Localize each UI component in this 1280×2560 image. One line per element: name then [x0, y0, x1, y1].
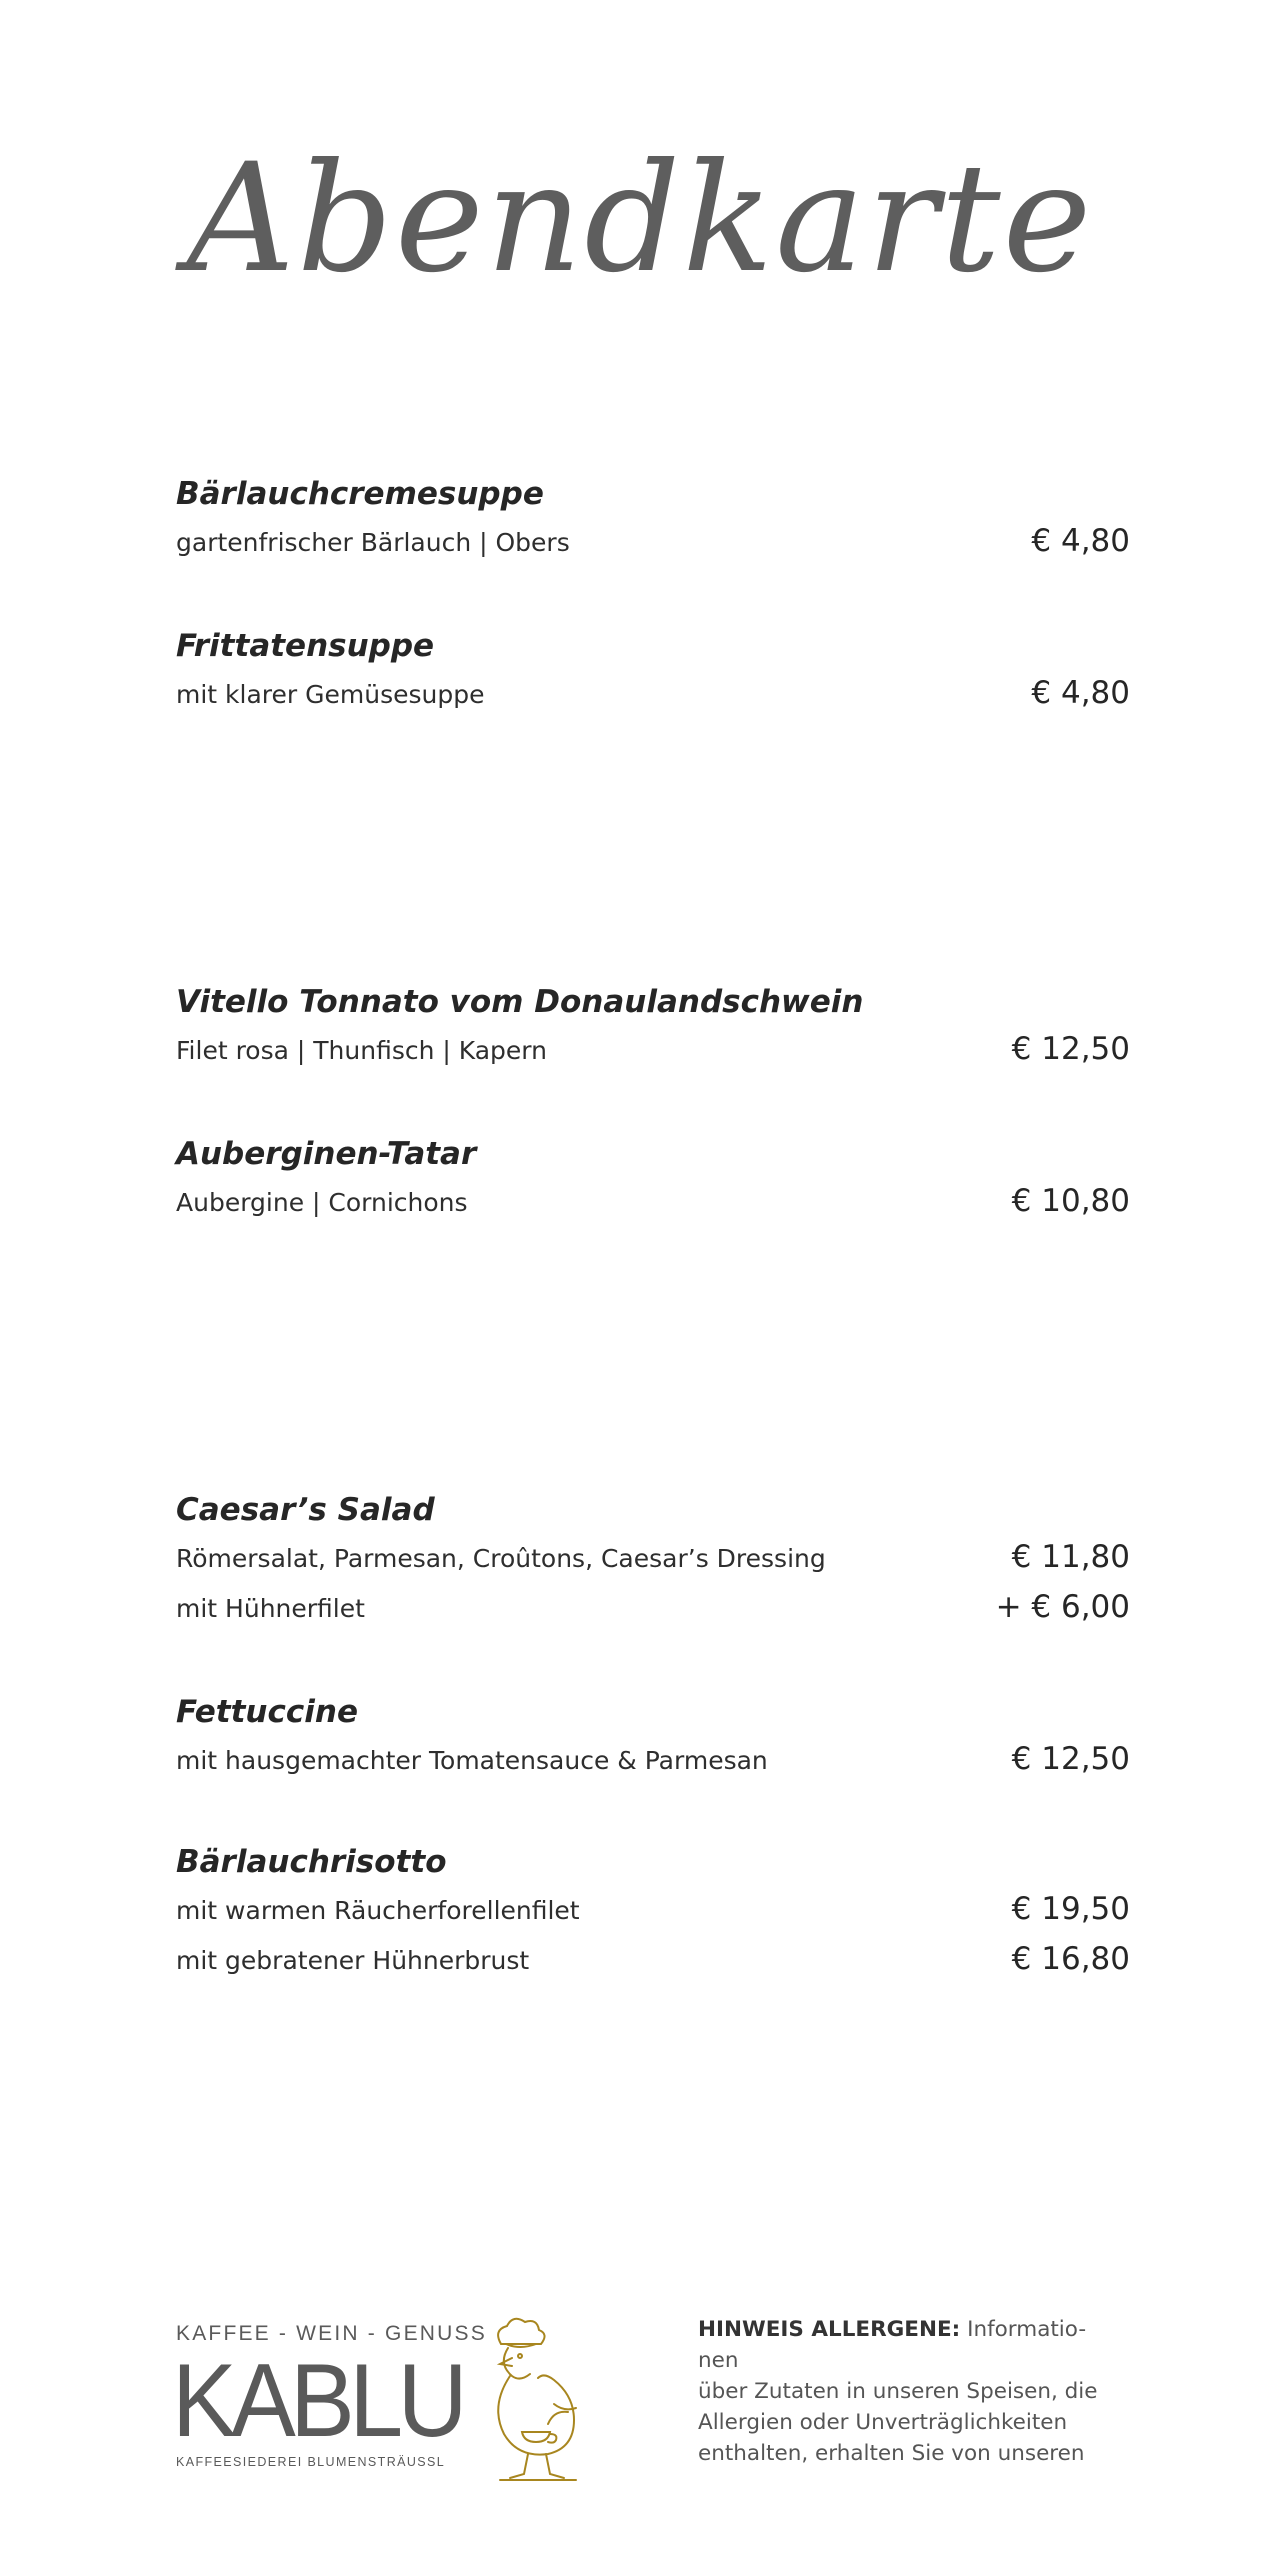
- item-price: € 4,80: [1031, 523, 1130, 559]
- logo-subline: KAFFEESIEDEREI BLUMENSTRÄUSSL: [176, 2455, 446, 2469]
- item-price: € 12,50: [1011, 1031, 1130, 1067]
- item-description: Römersalat, Parmesan, Croûtons, Caesar’s Dressing: [176, 1544, 826, 1573]
- item-price: € 11,80: [1011, 1539, 1130, 1575]
- menu-item: [176, 624, 1130, 718]
- allergen-text: nen: [698, 2348, 739, 2373]
- item-name: Caesar’s Salad: [176, 1492, 435, 1528]
- item-name: Bärlauchcremesuppe: [176, 476, 544, 512]
- logo-graphic: [172, 2314, 596, 2484]
- item-line: [176, 1884, 1130, 1934]
- item-line: [176, 1176, 1130, 1226]
- allergen-text: über Zutaten in unseren Speisen, die: [698, 2379, 1098, 2404]
- logo-tagline: KAFFEE - WEIN - GENUSS: [176, 2322, 487, 2345]
- item-price: € 16,80: [1011, 1941, 1130, 1977]
- menu-item: [176, 1132, 1130, 1226]
- allergen-text: enthalten, erhalten Sie von unseren: [698, 2441, 1085, 2466]
- menu-item: [176, 472, 1130, 624]
- item-price: + € 6,00: [995, 1589, 1130, 1625]
- allergen-text: Allergien oder Unverträglichkeiten: [698, 2410, 1068, 2435]
- item-name: Fettuccine: [176, 1694, 358, 1730]
- title-text: Abendkarte: [186, 132, 1094, 306]
- item-line: [176, 1582, 1130, 1632]
- footer: [172, 2314, 1130, 2494]
- item-price: € 10,80: [1011, 1183, 1130, 1219]
- menu-section-mains: [176, 1488, 1130, 1984]
- title-script: [186, 80, 1094, 340]
- item-line: [176, 1532, 1130, 1582]
- allergen-text: Informatio-: [967, 2317, 1087, 2342]
- kablu-logo: [172, 2314, 596, 2484]
- menu-item: [176, 1690, 1130, 1840]
- item-line: [176, 516, 1130, 566]
- item-name: Vitello Tonnato vom Donaulandschwein: [176, 984, 864, 1020]
- item-line: [176, 1734, 1130, 1784]
- item-name: Frittatensuppe: [176, 628, 435, 664]
- menu-title: [0, 80, 1280, 340]
- item-name: Auberginen-Tatar: [176, 1136, 477, 1172]
- item-line: [176, 1934, 1130, 1984]
- logo-brand: KABLU: [172, 2343, 462, 2459]
- item-description: gartenfrischer Bärlauch | Obers: [176, 528, 570, 557]
- menu-item: [176, 980, 1130, 1132]
- menu-item: [176, 1488, 1130, 1690]
- item-description: mit warmen Räucherforellenfilet: [176, 1896, 580, 1925]
- item-description: mit hausgemachter Tomatensauce & Parmesan: [176, 1746, 768, 1775]
- item-line: [176, 668, 1130, 718]
- item-description: Filet rosa | Thunfisch | Kapern: [176, 1036, 547, 1065]
- item-name: Bärlauchrisotto: [176, 1844, 447, 1880]
- item-price: € 12,50: [1011, 1741, 1130, 1777]
- menu-section-starters: [176, 980, 1130, 1226]
- menu-section-soups: [176, 472, 1130, 718]
- item-description: Aubergine | Cornichons: [176, 1188, 468, 1217]
- item-description: mit klarer Gemüsesuppe: [176, 680, 485, 709]
- allergen-label: HINWEIS ALLERGENE:: [698, 2317, 961, 2342]
- item-description: mit gebratener Hühnerbrust: [176, 1946, 530, 1975]
- menu-item: [176, 1840, 1130, 1984]
- chef-bird-icon: [498, 2319, 576, 2480]
- item-price: € 4,80: [1031, 675, 1130, 711]
- item-description: mit Hühnerfilet: [176, 1594, 365, 1623]
- allergen-notice: [698, 2314, 1128, 2469]
- item-price: € 19,50: [1011, 1891, 1130, 1927]
- item-line: [176, 1024, 1130, 1074]
